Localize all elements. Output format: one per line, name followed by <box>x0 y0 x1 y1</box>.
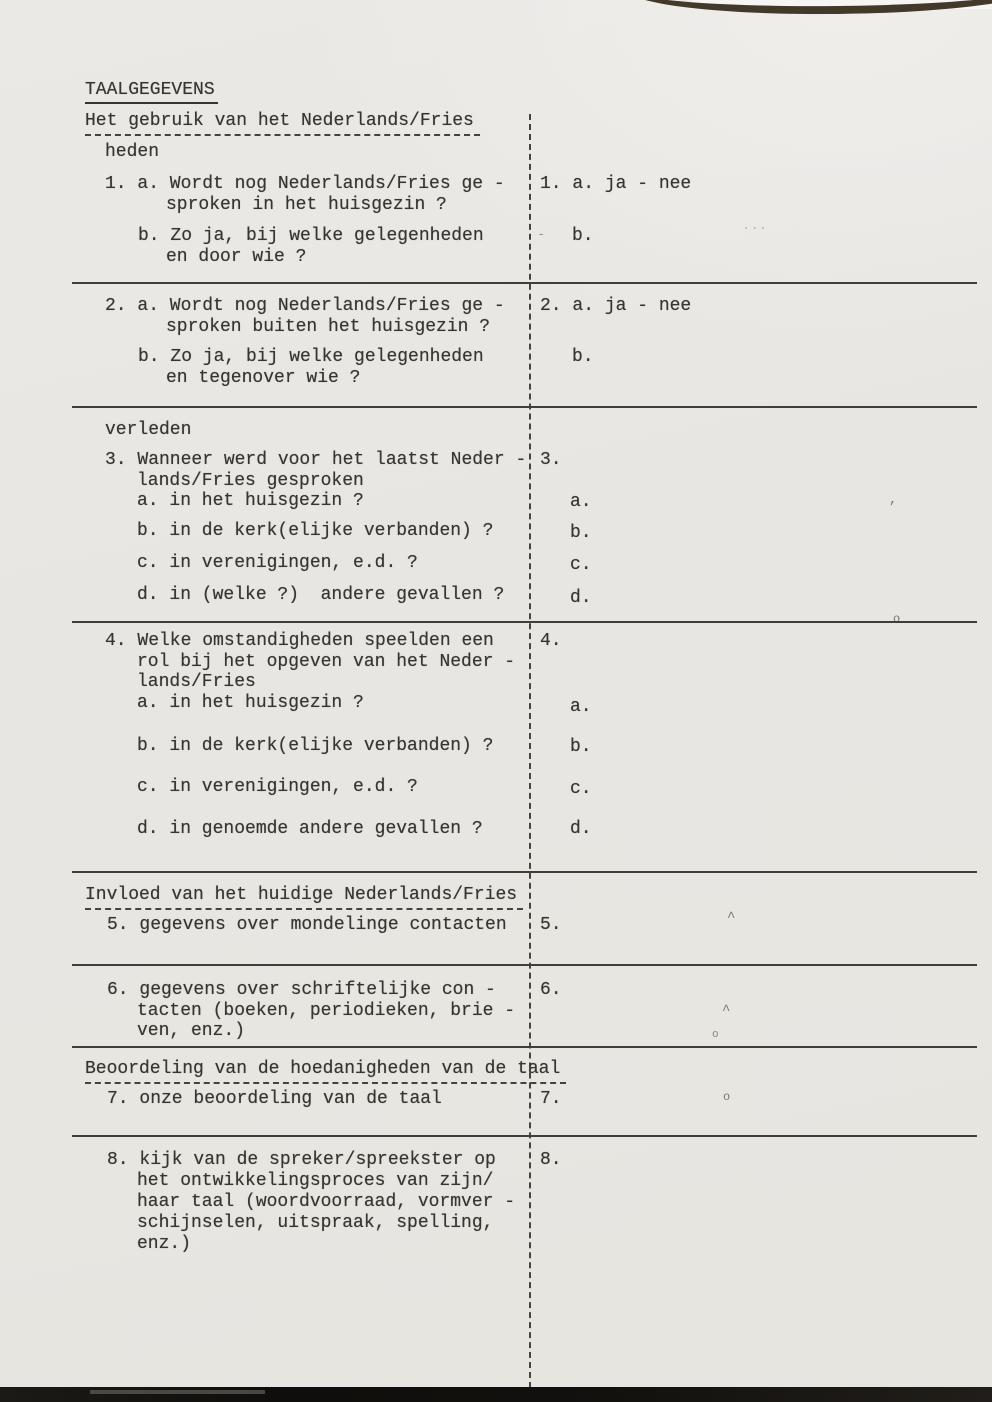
question-8-line-4: schijnselen, uitspraak, spelling, <box>137 1213 494 1233</box>
question-1a-line-2: sproken in het huisgezin ? <box>166 195 447 215</box>
question-4-line-2: rol bij het opgeven van het Neder - <box>137 652 516 672</box>
horizontal-rule-5 <box>72 964 977 966</box>
horizontal-rule-3 <box>72 621 977 623</box>
heading-beoordeling: Beoordeling van de hoedanigheden van de taal <box>85 1059 566 1084</box>
question-8-line-3: haar taal (woordvoorraad, vormver - <box>137 1192 516 1212</box>
horizontal-rule-2 <box>72 406 977 408</box>
table-surface <box>0 1387 992 1402</box>
question-4b: b. in de kerk(elijke verbanden) ? <box>137 736 494 756</box>
question-6-line-2: tacten (boeken, periodieken, brie - <box>137 1001 516 1021</box>
answer-4d: d. <box>570 819 592 839</box>
answer-4: 4. <box>540 631 562 651</box>
subheading-verleden: verleden <box>105 420 192 440</box>
question-3-line-1: 3. Wanneer werd voor het laatst Neder - <box>105 450 527 470</box>
question-7: 7. onze beoordeling van de taal <box>107 1089 442 1109</box>
horizontal-rule-7 <box>72 1135 977 1137</box>
question-8-line-5: enz.) <box>137 1234 192 1254</box>
stray-mark-7: ... <box>742 218 768 234</box>
question-4-line-3: lands/Fries <box>137 672 256 692</box>
answer-7: 7. <box>540 1089 562 1109</box>
question-5: 5. gegevens over mondelinge contacten <box>107 915 507 935</box>
question-6-line-1: 6. gegevens over schriftelijke con - <box>107 980 496 1000</box>
page-title: TAALGEGEVENS <box>85 80 218 104</box>
question-3c: c. in verenigingen, e.d. ? <box>137 553 418 573</box>
answer-1a: 1. a. ja - nee <box>540 174 692 194</box>
question-1b-line-2: en door wie ? <box>166 247 307 267</box>
answer-8: 8. <box>540 1150 562 1170</box>
question-1a-line-1: 1. a. Wordt nog Nederlands/Fries ge - <box>105 174 505 194</box>
stray-mark-6: o <box>723 1090 731 1104</box>
answer-5: 5. <box>540 915 562 935</box>
question-3d: d. in (welke ?) andere gevallen ? <box>137 585 505 605</box>
answer-3: 3. <box>540 450 562 470</box>
question-2a-line-1: 2. a. Wordt nog Nederlands/Fries ge - <box>105 296 505 316</box>
stray-mark-8: - <box>537 227 546 243</box>
heading-invloed: Invloed van het huidige Nederlands/Fries <box>85 885 523 910</box>
question-3b: b. in de kerk(elijke verbanden) ? <box>137 521 494 541</box>
stray-mark-2: o <box>893 612 901 626</box>
horizontal-rule-6 <box>72 1046 977 1048</box>
stray-mark-3: ^ <box>727 910 736 926</box>
answer-2a: 2. a. ja - nee <box>540 296 692 316</box>
question-1b-line-1: b. Zo ja, bij welke gelegenheden <box>138 226 484 246</box>
question-4c: c. in verenigingen, e.d. ? <box>137 777 418 797</box>
page-corner-shadow <box>627 0 992 16</box>
answer-column-divider <box>529 114 531 1388</box>
answer-4c: c. <box>570 779 592 799</box>
answer-6: 6. <box>540 980 562 1000</box>
answer-3c: c. <box>570 555 592 575</box>
question-2b-line-2: en tegenover wie ? <box>166 368 361 388</box>
answer-2b: b. <box>572 347 594 367</box>
question-8-line-2: het ontwikkelingsproces van zijn/ <box>137 1171 494 1191</box>
subheading-heden: heden <box>105 142 160 162</box>
question-4-line-1: 4. Welke omstandigheden speelden een <box>105 631 494 651</box>
table-surface-highlight <box>90 1390 265 1394</box>
horizontal-rule-1 <box>72 282 977 284</box>
stray-mark-5: o <box>712 1029 719 1041</box>
answer-3a: a. <box>570 492 592 512</box>
question-6-line-3: ven, enz.) <box>137 1021 246 1041</box>
answer-3b: b. <box>570 523 592 543</box>
question-4d: d. in genoemde andere gevallen ? <box>137 819 483 839</box>
answer-4a: a. <box>570 697 592 717</box>
question-4a: a. in het huisgezin ? <box>137 693 364 713</box>
stray-mark-1: ’ <box>888 500 897 516</box>
question-8-line-1: 8. kijk van de spreker/spreekster op <box>107 1150 496 1170</box>
question-2b-line-1: b. Zo ja, bij welke gelegenheden <box>138 347 484 367</box>
heading-gebruik: Het gebruik van het Nederlands/Fries <box>85 111 480 136</box>
answer-3d: d. <box>570 588 592 608</box>
answer-1b: b. <box>572 226 594 246</box>
question-3a: a. in het huisgezin ? <box>137 491 364 511</box>
question-3-line-2: lands/Fries gesproken <box>137 471 364 491</box>
answer-4b: b. <box>570 737 592 757</box>
question-2a-line-2: sproken buiten het huisgezin ? <box>166 317 491 337</box>
stray-mark-4: ^ <box>722 1003 731 1019</box>
horizontal-rule-4 <box>72 871 977 873</box>
